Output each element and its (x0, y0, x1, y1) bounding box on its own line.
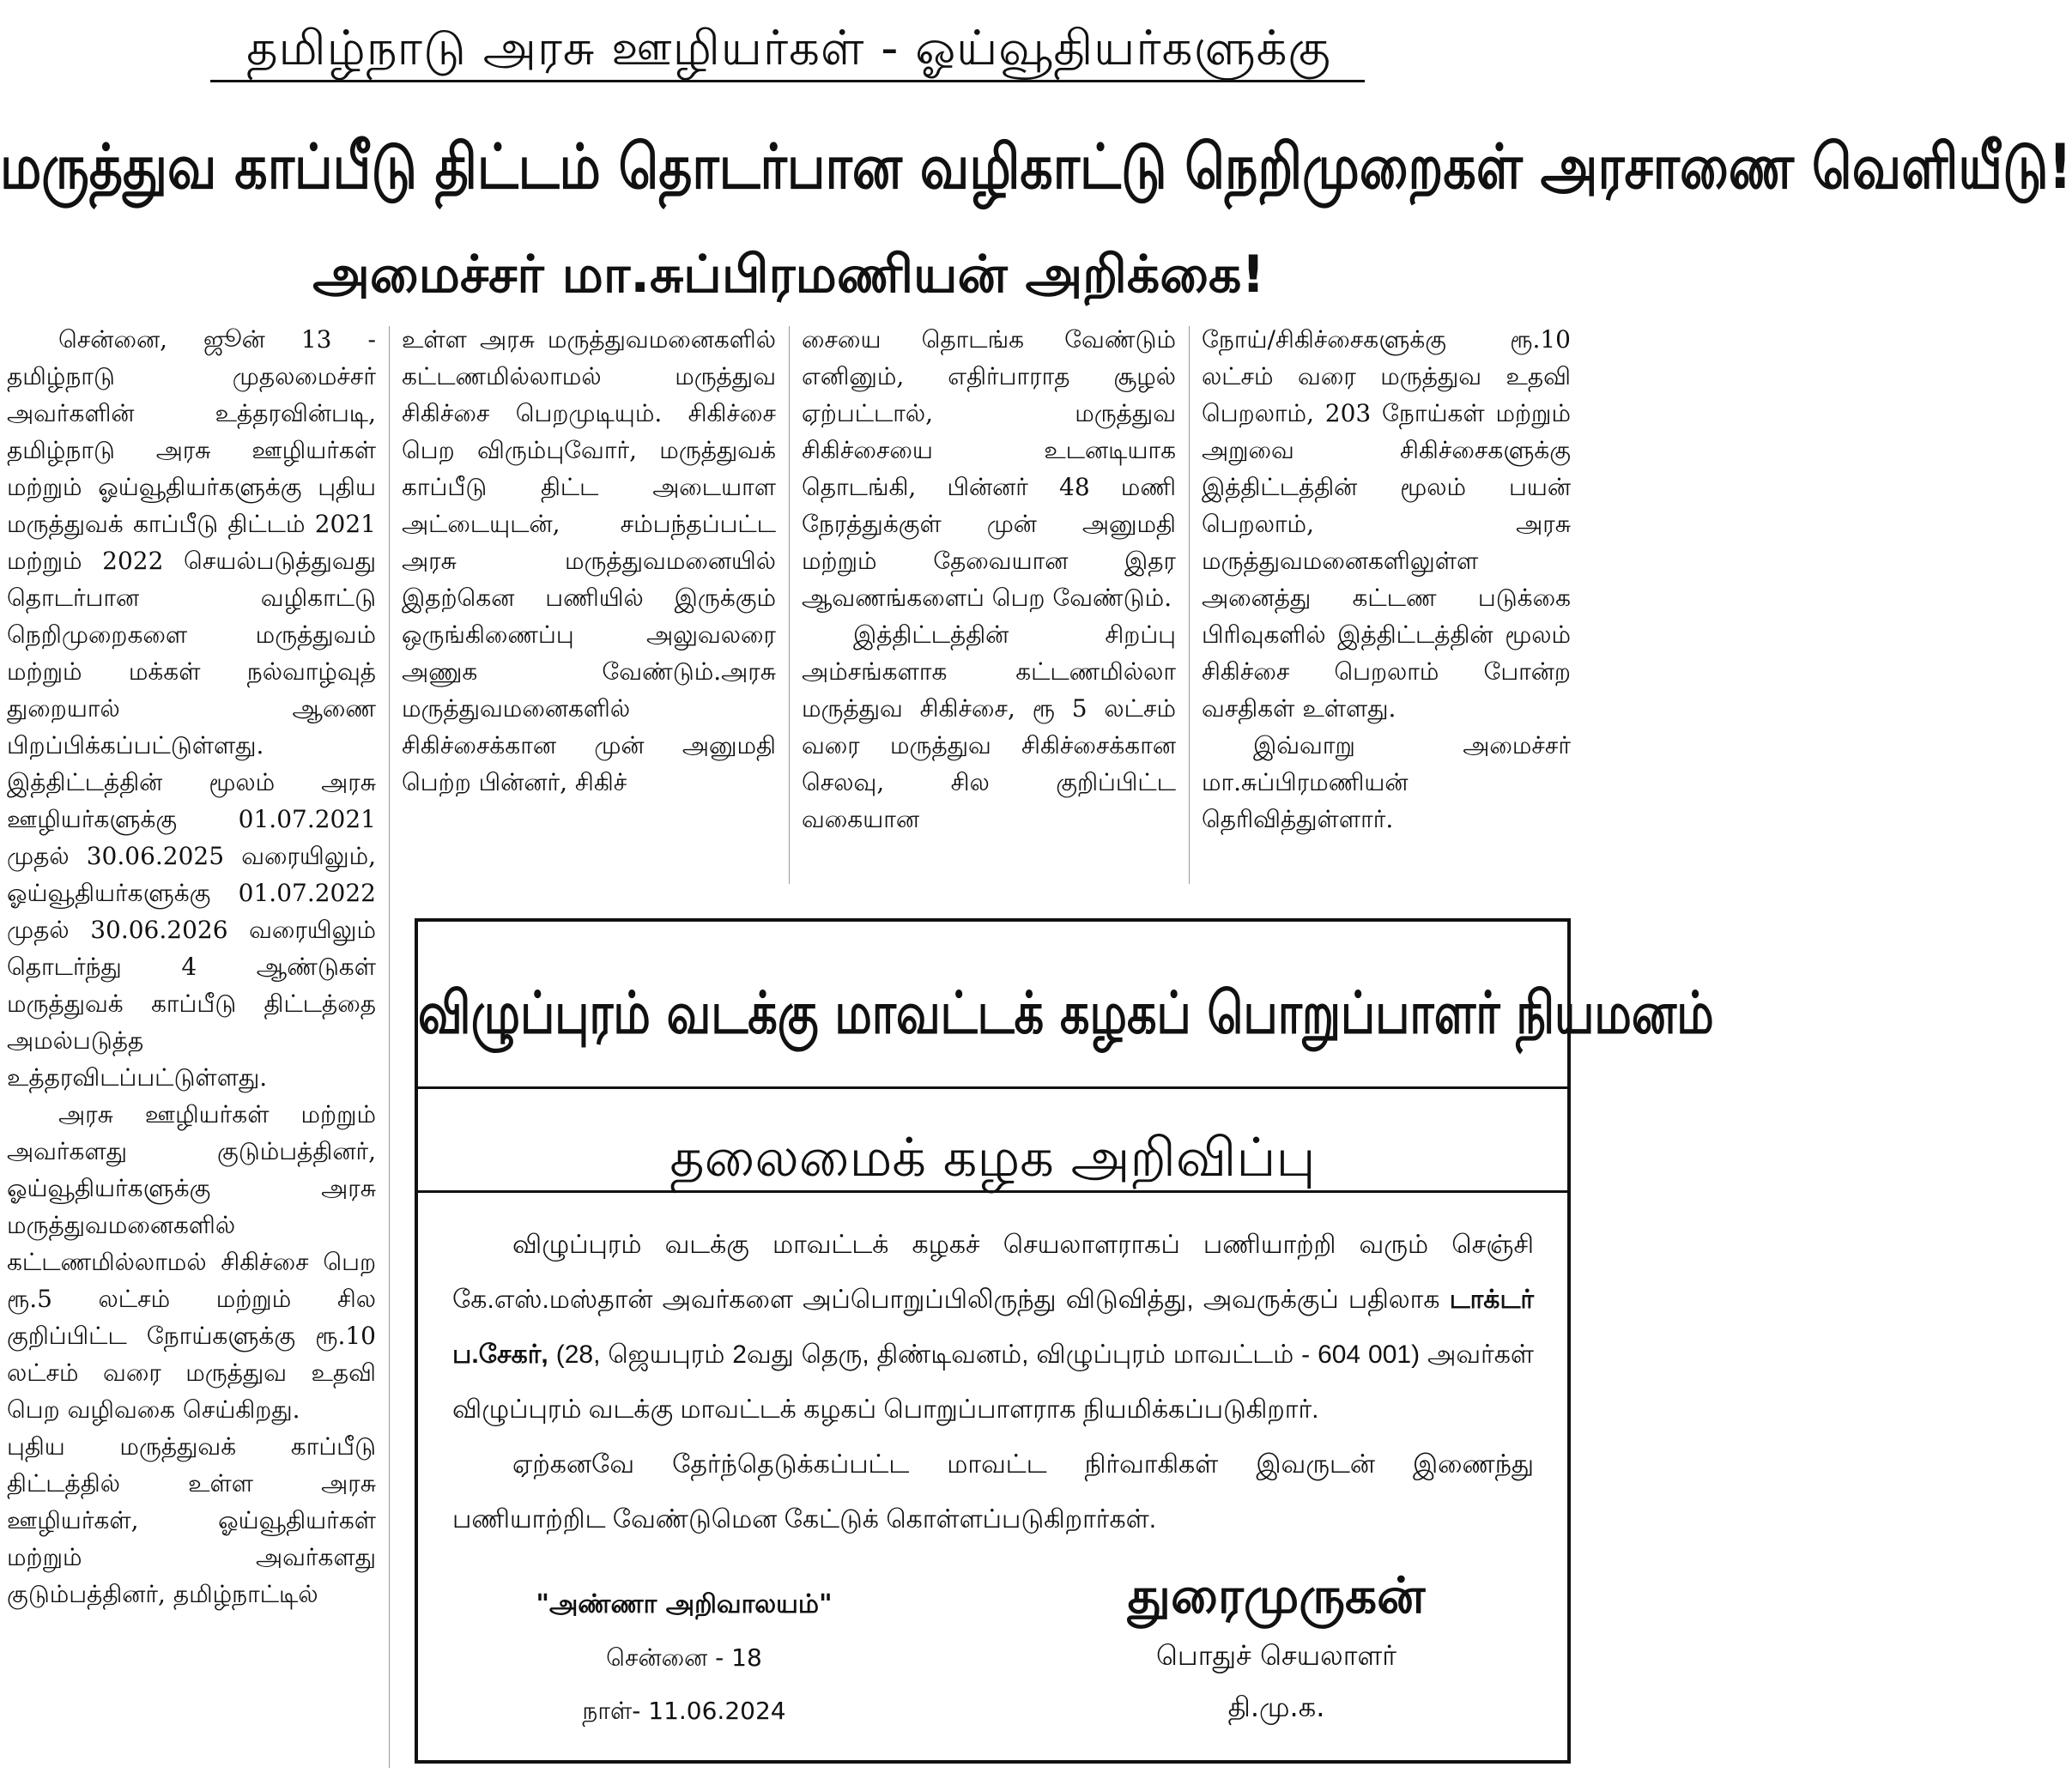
article-paragraph: இத்திட்டத்தின் சிறப்பு அம்சங்களாக கட்டணமில்லா மருத்துவ சிகிச்சை, ரூ 5 லட்சம் வரை மருத்துவ சிகிச்சைக்கான செலவு, சில குறிப்பிட்ட வகையான (802, 620, 1176, 833)
notice-place-date (470, 1578, 899, 1738)
article-paragraph: புதிய மருத்துவக் காப்பீடு திட்டத்தில் உள்ள அரசு ஊழியர்கள், ஓய்வூதியர்கள் மற்றும் அவர்களது குடும்பத்தினர், தமிழ்நாட்டில் (7, 1432, 376, 1608)
notice-divider (418, 1086, 1567, 1089)
signatory-name: துரைமுருகன் (1127, 1566, 1426, 1625)
signatory-designation: பொதுச் செயலாளர் (1155, 1639, 1396, 1672)
notice-signature (1036, 1561, 1517, 1733)
appointee-name: டாக்டர் ப.சேகர், (452, 1286, 1534, 1369)
sub-headline: அமைச்சர் மா.சுப்பிரமணியன் அறிக்கை! (312, 245, 1265, 305)
article-column-4 (1202, 321, 1571, 879)
notice-subtitle: தலைமைக் கழக அறிவிப்பு (669, 1126, 1316, 1189)
article-paragraph: அரசு ஊழியர்கள் மற்றும் அவர்களது குடும்பத்தினர், ஓய்வூதியர்களுக்கு அரசு மருத்துவமனைகளில் கட்டணமில்லாமல் சிகிச்சை பெற ரூ.5 லட்சம் மற்றும் சில குறிப்பிட்ட நோய்களுக்கு ரூ.10 லட்சம் வரை மருத்துவ உதவி பெற வழிவகை செய்கிறது. (7, 1100, 376, 1424)
article-column-2 (402, 321, 776, 879)
column-divider (1189, 326, 1190, 884)
notice-paragraph (452, 1218, 1534, 1437)
column-divider (789, 326, 790, 884)
main-headline: மருத்துவ காப்பீடு திட்டம் தொடர்பான வழிகாட்டு நெறிமுறைகள் அரசாணை வெளியீடு! (0, 131, 2072, 203)
kicker-underline (210, 80, 1365, 82)
notice-body (452, 1218, 1534, 1547)
article-column-3 (802, 321, 1176, 879)
notice-paragraph: ஏற்கனவே தேர்ந்தெடுக்கப்பட்ட மாவட்ட நிர்வாகிகள் இவருடன் இணைந்து பணியாற்றிட வேண்டுமென கேட்டுக் கொள்ளப்படுகிறார்கள். (452, 1450, 1534, 1534)
notice-box (415, 918, 1714, 1764)
column-divider (389, 326, 390, 1768)
article-paragraph: சென்னை, ஜூன் 13 - தமிழ்நாடு முதலமைச்சர் அவர்களின் உத்தரவின்படி, தமிழ்நாடு அரசு ஊழியர்கள் மற்றும் ஓய்வூதியர்களுக்கு புதிய மருத்துவக் காப்பீடு திட்டம் 2021 மற்றும் 2022 செயல்படுத்துவது தொடர்பான வழிகாட்டு நெறிமுறைகளை மருத்துவம் மற்றும் மக்கள் நல்வாழ்வுத் துறையால் ஆணை பிறப்பிக்கப்பட்டுள்ளது. இத்திட்டத்தின் மூலம் அரசு ஊழியர்களுக்கு 01.07.2021 முதல் 30.06.2025 வரையிலும், ஓய்வூதியர்களுக்கு 01.07.2022 முதல் 30.06.2026 வரையிலும் தொடர்ந்து 4 ஆண்டுகள் மருத்துவக் காப்பீடு திட்டத்தை அமல்படுத்த உத்தரவிடப்பட்டுள்ளது. (7, 325, 376, 1092)
notice-title: விழுப்புரம் வடக்கு மாவட்டக் கழகப் பொறுப்பாளர் நியமனம் (418, 979, 1714, 1047)
notice-divider (418, 1190, 1567, 1193)
notice-city: சென்னை - 18 (606, 1643, 762, 1672)
notice-place: "அண்ணா அறிவாலயம்" (536, 1589, 833, 1619)
signatory-party: தி.மு.க. (1227, 1691, 1325, 1723)
article-paragraph: சையை தொடங்க வேண்டும் எனினும், எதிர்பாராத சூழல் ஏற்பட்டால், மருத்துவ சிகிச்சையை உடனடியாக தொடங்கி, பின்னர் 48 மணி நேரத்துக்குள் முன் அனுமதி மற்றும் தேவையான இதர ஆவணங்களைப் பெற வேண்டும். (802, 325, 1176, 612)
article-paragraph: நோய்/சிகிச்சைகளுக்கு ரூ.10 லட்சம் வரை மருத்துவ உதவி பெறலாம், 203 நோய்கள் மற்றும் அறுவை சிகிச்சைகளுக்கு இத்திட்டத்தின் மூலம் பயன் பெறலாம், அரசு மருத்துவமனைகளிலுள்ள அனைத்து கட்டண படுக்கை பிரிவுகளில் இத்திட்டத்தின் மூலம் சிகிச்சை பெறலாம் போன்ற வசதிகள் உள்ளது. (1202, 325, 1571, 723)
notice-text: விழுப்புரம் வடக்கு மாவட்டக் கழகச் செயலாளராகப் பணியாற்றி வரும் செஞ்சி கே.எஸ்.மஸ்தான் அவர்களை அப்பொறுப்பிலிருந்து விடுவித்து, அவருக்குப் பதிலாக (452, 1231, 1534, 1314)
notice-date: நாள்- 11.06.2024 (582, 1697, 786, 1725)
article-paragraph: இவ்வாறு அமைச்சர் மா.சுப்பிரமணியன் தெரிவித்துள்ளார். (1202, 731, 1571, 833)
article-column-1 (7, 321, 376, 1773)
notice-text: (28, ஜெயபுரம் 2வது தெரு, திண்டிவனம், விழுப்புரம் மாவட்டம் - 604 001) அவர்கள் விழுப்புரம் வடக்கு மாவட்டக் கழகப் பொறுப்பாளராக நியமிக்கப்படுகிறார். (452, 1340, 1534, 1424)
kicker-headline: தமிழ்நாடு அரசு ஊழியர்கள் - ஓய்வூதியர்களுக்கு (246, 21, 1331, 76)
article-paragraph: உள்ள அரசு மருத்துவமனைகளில் கட்டணமில்லாமல் மருத்துவ சிகிச்சை பெறமுடியும். சிகிச்சை பெற விரும்புவோர், மருத்துவக் காப்பீடு திட்ட அடையாள அட்டையுடன், சம்பந்தப்பட்ட அரசு மருத்துவமனையில் இதற்கென பணியில் இருக்கும் ஒருங்கிணைப்பு அலுவலரை அணுக வேண்டும்.அரசு மருத்துவமனைகளில் சிகிச்சைக்கான முன் அனுமதி பெற்ற பின்னர், சிகிச் (402, 325, 776, 796)
